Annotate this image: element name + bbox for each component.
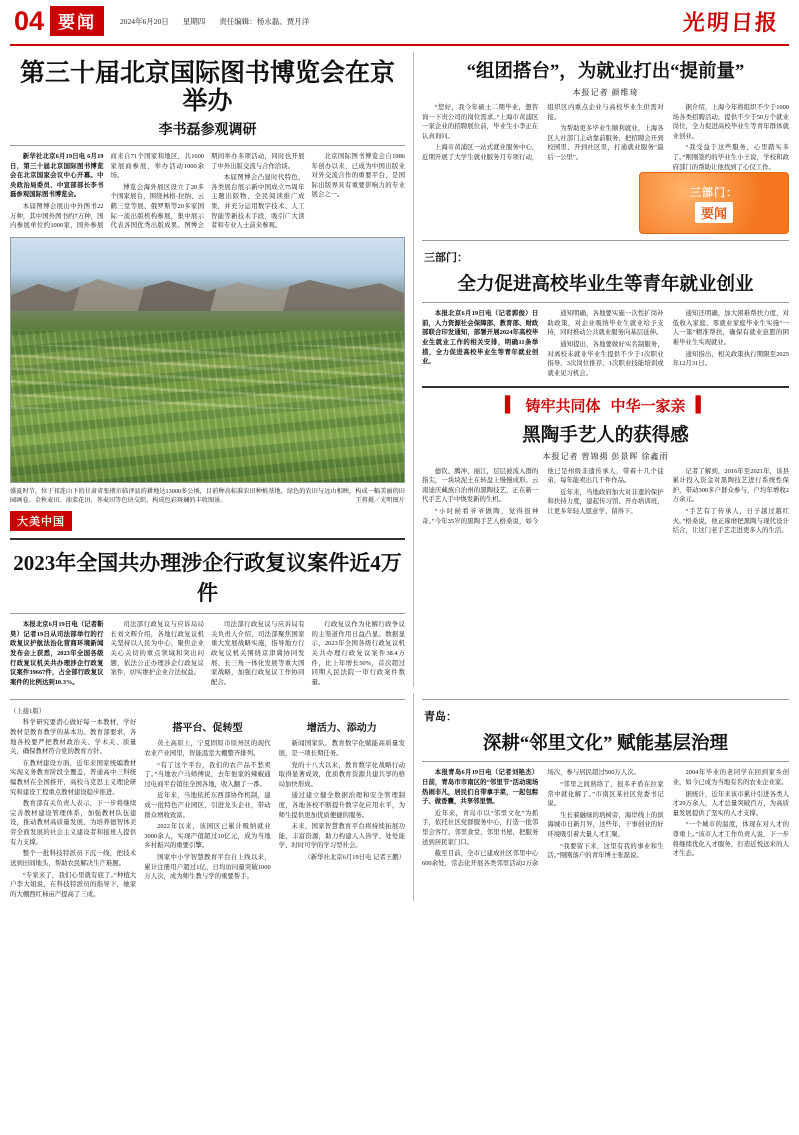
zutuan-body <box>422 103 789 172</box>
paragraph: 2022年以来，该园区已累计吸纳就业3000余人，实现产值超过10亿元，成为当地乡村振兴的重要引擎。 <box>144 823 271 850</box>
taoyi-banner <box>422 395 789 416</box>
paragraph: 司法部行政复议与应诉局局长刘文辉介绍，各地行政复议机关坚持以人民为中心，聚焦企业关心关切的重点领域和突出问题，依法公正办理涉企行政复议案件，切实维护企业合法权益。 <box>110 621 204 677</box>
taoyi-byline: 本报记者 曾锦揚 彭景晖 徐鑫雨 <box>542 451 669 461</box>
bottom-credit: （新华社北京6月19日电 记者王鹏） <box>304 854 405 862</box>
photo-badge-row <box>10 508 405 531</box>
lead-headline: 第三十届北京国际图书博览会在京举办 <box>19 60 395 115</box>
page-number: 04 <box>14 5 45 36</box>
promo-banner[interactable] <box>639 172 789 234</box>
paragraph: 通知还明确，加大困难帮扶力度，对低收入家庭、零就业家庭毕业生实施“一人一策”精准帮扶，确保有就业意愿的困难毕业生实现就业。 <box>672 310 789 347</box>
paragraph: “手艺有了传承人，日子越过越红火。”格桑说，他正琢磨把黑陶与现代设计结合，让这门老手艺走进更多人的生活。 <box>672 507 789 535</box>
bottom-left-col2 <box>144 718 270 901</box>
publish-date: 2024年6月20日 <box>120 16 169 26</box>
continued-marker: （上接1版） <box>10 708 46 716</box>
paragraph: 据介绍，上海今年将组织不少于1000场各类招聘活动，提供不少于50万个就业岗位，全力促进高校毕业生等青年群体就业创业。 <box>672 104 789 140</box>
paragraph: 近年来，当地政府加大对非遗的保护和扶持力度，建起传习馆、开办培训班，让更多年轻人愿意学、留得下。 <box>547 488 664 515</box>
paragraph: 通知指出，相关政策执行期限至2025年12月31日。 <box>672 350 789 368</box>
sanbumen-kicker: 三部门： <box>424 252 468 265</box>
paragraph: “邻里之间熟络了，很多矛盾在拉家常中就化解了。”市南区某社区党委书记说。 <box>547 780 664 808</box>
caption-text: 盛夏时节，位于祁连山下的甘肃省张掖市临泽县的耕地达13000多公顷，目前种高标准农田种植基地，绿色的农田与远山相映，构成一幅美丽的田园画卷。金秋麦田、油菜花田、荞麦田等色块交织，构成色彩斑斓的丰收图景。 <box>10 487 405 505</box>
paragraph: 本报北京6月19日电（记者郭俊）日前，人力资源社会保障部、教育部、财政部联合印发通知，部署开展2024年高校毕业生就业工作的相关安排，明确11条举措，全力促进高校毕业生等青年就业创业。 <box>422 310 539 366</box>
paragraph: 国家中小学智慧教育平台自上线以来，累计注册用户超过1亿，日均访问量突破1000万人次，成为师生教与学的重要帮手。 <box>144 854 271 881</box>
paragraph: 在教材建设方面，近年来国家统编教材实现义务教育阶段全覆盖，普通高中三科统编教材在全国推开，高校马克思主义理论研究和建设工程重点教材建设稳步推进。 <box>10 759 137 796</box>
photo-credit: 王将摄／光明图片 <box>355 497 405 505</box>
lower-left-column <box>10 693 414 901</box>
paragraph: 通知明确，各地要实施一次性扩岗补助政策，对企业吸纳毕业生就业给予支持，同时推动公共就业服务向基层延伸。 <box>547 310 664 337</box>
paragraph: 教育部有关负责人表示，下一步将继续完善教材建设管理体系，加强教材队伍建设，推动教材高质量发展，为培养德智体美劳全面发展的社会主义建设者和接班人提供有力支撑。 <box>10 800 137 846</box>
photo-block <box>10 237 405 531</box>
lower-columns <box>10 693 789 901</box>
lead-body <box>10 152 405 231</box>
editors: 责任编辑：杨永磊、贾月洋 <box>219 16 310 26</box>
qingdao-body <box>422 768 789 868</box>
paragraph: 据统计，近年来该市累计引进各类人才20万余人，人才总量突破百万，为高质量发展提供了坚实的人才支撑。 <box>672 790 789 817</box>
paragraph: 未来，国家智慧教育平台将持续拓展功能、丰富资源，助力构建人人皆学、处处能学、时时可学的学习型社会。 <box>278 823 405 850</box>
banner-slash-left: ▌ <box>504 396 516 413</box>
zutuan-byline: 本报记者 颜维琦 <box>572 88 639 97</box>
main-columns <box>10 52 789 687</box>
paragraph: 北京国际图书博览会自1986年创办以来，已成为中国出版业对外交流合作的重要平台，是国际出版界具有重要影响力的专业展会之一。 <box>311 153 405 199</box>
landscape-photo <box>10 237 405 483</box>
masthead <box>10 0 789 46</box>
paper-logo-wrap <box>677 4 785 39</box>
paragraph: “一个城市的温度，体现在对人才的尊重上。”该市人才工作负责人说，下一步将继续优化人才服务，打造近悦远来的人才生态。 <box>672 821 789 858</box>
paragraph: 截至目前，全市已建成社区邻里中心600余处，常态化开展各类邻里活动2万余场次，参与居民超过500万人次。 <box>422 769 640 867</box>
zutuan-headline: “组团搭台”，为就业打出“提前量” <box>466 62 745 82</box>
paragraph: 新华社北京6月19日电 6月19日，第三十届北京国际图书博览会在北京国家会议中心开幕。中央政治局委员、中宣部部长李书磊参观国际图书博览会。 <box>10 153 104 199</box>
banner-slash-right: ▌ <box>695 396 707 413</box>
paragraph: 博览会海外展区设立了20多个国家展台，围绕林格·拉纳、云鹤三堂等展、俄罗斯等20多家国际一流出版机构参展，集中展示代表各国优秀出版成果。图博会期间举办多项活动，同时也开展了中外出版交流与合作洽谈。 <box>110 153 305 230</box>
left-column <box>10 52 414 687</box>
field-layer <box>11 331 404 482</box>
paragraph: 黄土高原上，宁夏固原市原州区的现代农业产业园里，智能温室大棚整齐排列。 <box>144 740 271 757</box>
paragraph: 本报北京6月19日电（记者靳昊）记者19日从司法部举行的行政复议护航法治化营商环境新闻发布会上获悉，2023年全国各级行政复议机关共办理涉企行政复议案件39667件，占全部行政复议案件的比例达到10.3%。 <box>10 621 104 686</box>
taoyi-headline: 黑陶手艺人的获得感 <box>522 425 689 446</box>
paragraph: 整个一批科技特派员下沉一线，把技术送到田间地头，帮助农民解决生产难题。 <box>10 850 137 867</box>
section-badge: 要闻 <box>50 6 104 36</box>
paragraph: “我受益于这些服务，心里踏实多了。”刚刚签约的毕业生小王说，学校和政府部门的帮助让他找到了心仪工作。 <box>672 144 789 171</box>
paragraph: “专家来了，我们心里就有底了。”种植大户李大姐说，在科技特派员的指导下，她家的大棚西红柿亩产提高了三成。 <box>10 871 137 898</box>
paragraph: 为帮助更多毕业生顺利就业，上海各区人社部门主动靠前服务，把招聘会开到校园里、开到社区里，打通就业服务“最后一公里”。 <box>547 125 664 162</box>
paragraph: 2004年毕业的老同学在回到家乡创业，如今已成为当地有名的农业企业家。 <box>672 769 789 786</box>
paragraph: 记者了解到，2016年至2021年，该县累计投入资金对黑陶技艺进行系统性保护，带动300多户群众参与，户均年增收2万余元。 <box>672 467 789 504</box>
promo-line1: 三部门： <box>690 186 738 199</box>
paper-logo: 光明日报 <box>682 9 780 35</box>
paragraph: “我要留下来，这里有我的事业和生活。”刚刚落户的青年博士张磊说。 <box>547 842 664 860</box>
lead-subhead: 李书磊参观调研 <box>158 123 257 138</box>
bottom-subhead-1: 搭平台、促转型 <box>172 723 243 735</box>
series-badge: 大美中国 <box>10 511 72 531</box>
bottom-subhead-2: 增活力、添动力 <box>306 723 377 735</box>
sanbumen-body <box>422 309 789 378</box>
paragraph: “您好，我今年硕士二期毕业，想咨询一下贵公司的岗位需求。”上海市黄浦区一家企业的招聘展位前，毕业生小李正在认真询问。 <box>422 104 539 140</box>
paragraph: 近年来，青岛市以“邻里文化”为抓手，依托社区党群服务中心，打造一批邻里会客厅、邻里食堂、邻里书屋，把服务送到居民家门口。 <box>422 809 539 846</box>
paragraph: “有了这个平台，我们的农产品不愁卖了。”当地农户马师傅说，去年他家的辣椒通过电商平台销往全国各地，收入翻了一番。 <box>144 761 271 788</box>
paragraph: 本届图博会凸显时代特色，各类展台展示新中国成立75周年主题出版物、全民阅读推广成果，并充分运用数字技术、人工智能等新技术手段，吸引广大读者和专业人士前来参观。 <box>211 174 305 230</box>
huiyi-body <box>10 620 405 687</box>
paragraph: 通知提出，各地要做好实名制服务，对离校未就业毕业生提供不少于1次职业指导、3次岗位推荐、1次职业技能培训或就业见习机会。 <box>547 341 664 377</box>
banner-right-text: 中华一家亲 <box>610 398 686 415</box>
paragraph: “小时候看爷爷做陶，觉得很神奇。”今年35岁的黑陶手艺人格桑说，如今他已是州级非遗传承人，带着十几个徒弟，每年能卖出几千件作品。 <box>422 467 664 525</box>
paragraph: 行政复议作为化解行政争议的主渠道作用日益凸显。数据显示，2023年全国各级行政复议机关共办理行政复议案件38.4万件，比上年增长50%，首次超过同期人民法院一审行政案件数量。 <box>311 621 405 686</box>
sanbumen-headline: 全力促进高校毕业生等青年就业创业 <box>457 275 754 296</box>
paragraph: 近年来，当地依托东西部协作机制，建成一批特色产业园区，引进龙头企业，带动群众增收致富。 <box>144 792 271 819</box>
masthead-meta <box>120 16 309 27</box>
paragraph: 生长着融绿的培树旁，海岸线上的滨海城市日新月异，这些年，干事创业的好环境吸引着大量人才汇聚。 <box>547 811 664 839</box>
qingdao-headline: 深耕“邻里文化” 赋能基层治理 <box>482 734 729 755</box>
bottom-left-col1 <box>10 718 136 901</box>
promo-line2: 要闻 <box>695 202 733 223</box>
paragraph: 德钦、腾冲、丽江，层层被流入群的指尖，一块块泥土在转盘上慢慢成形。云南迪庆藏族自治州的黑陶技艺，正在新一代手艺人手中焕发新的生机。 <box>422 467 539 504</box>
paragraph: 通过建立健全数据治理和安全管理制度，各地各校不断提升数字化应用水平，为师生提供更加优质便捷的服务。 <box>278 792 405 819</box>
lower-right-column <box>414 693 789 901</box>
paragraph: 司法部行政复议与应诉局有关负责人介绍，司法部聚焦国家重大发展战略实施，指导地方行政复议机关围绕京津冀协同发展、长三角一体化发展等重大国家战略，加强行政复议工作协同配合。 <box>211 621 305 686</box>
paragraph: 本届图博会展出中外图书22万种，其中国外图书约7万种，国内参展单位约1000家，国外参展商来自71个国家和地区，共1600家展商参展，举办活动1000余场。 <box>10 153 204 230</box>
paragraph: 党的十八大以来，教育数字化战略行动取得显著成效，优质教育资源共建共享的格局加快形成。 <box>278 761 405 788</box>
mountain-layer <box>11 272 404 311</box>
paragraph: 上海市黄浦区一站式就业服务中心，近期开展了大学生就业服务月专项行动，组织区内重点企业与高校毕业生供需对接。 <box>422 104 664 162</box>
paragraph: 科学研究要潜心做好每一本教材，学好教材是教育教学的基本功。教育部要求，各地各校要严把教材政治关、学术关、质量关，确保教材符合党的教育方针。 <box>10 719 137 756</box>
paragraph: 本报青岛6月19日电（记者刘艳杰）日前，青岛市市南区的“邻里节”活动现场热闹非凡，居民们自带拿手菜，一起包粽子、做香囊，共享邻里情。 <box>422 769 539 806</box>
bottom-mid-col <box>279 718 405 901</box>
qingdao-kicker: 青岛： <box>424 711 457 724</box>
right-column <box>414 52 789 687</box>
weekday: 星期四 <box>182 16 206 26</box>
photo-caption <box>10 487 405 506</box>
banner-left-text: 铸牢共同体 <box>525 398 601 415</box>
paragraph: 新闻国家队，教育数字化赋能高质量发展，是一项长期任务。 <box>278 740 405 757</box>
huiyi-headline: 2023年全国共办理涉企行政复议案件近4万件 <box>13 551 402 606</box>
taoyi-body <box>422 467 789 536</box>
